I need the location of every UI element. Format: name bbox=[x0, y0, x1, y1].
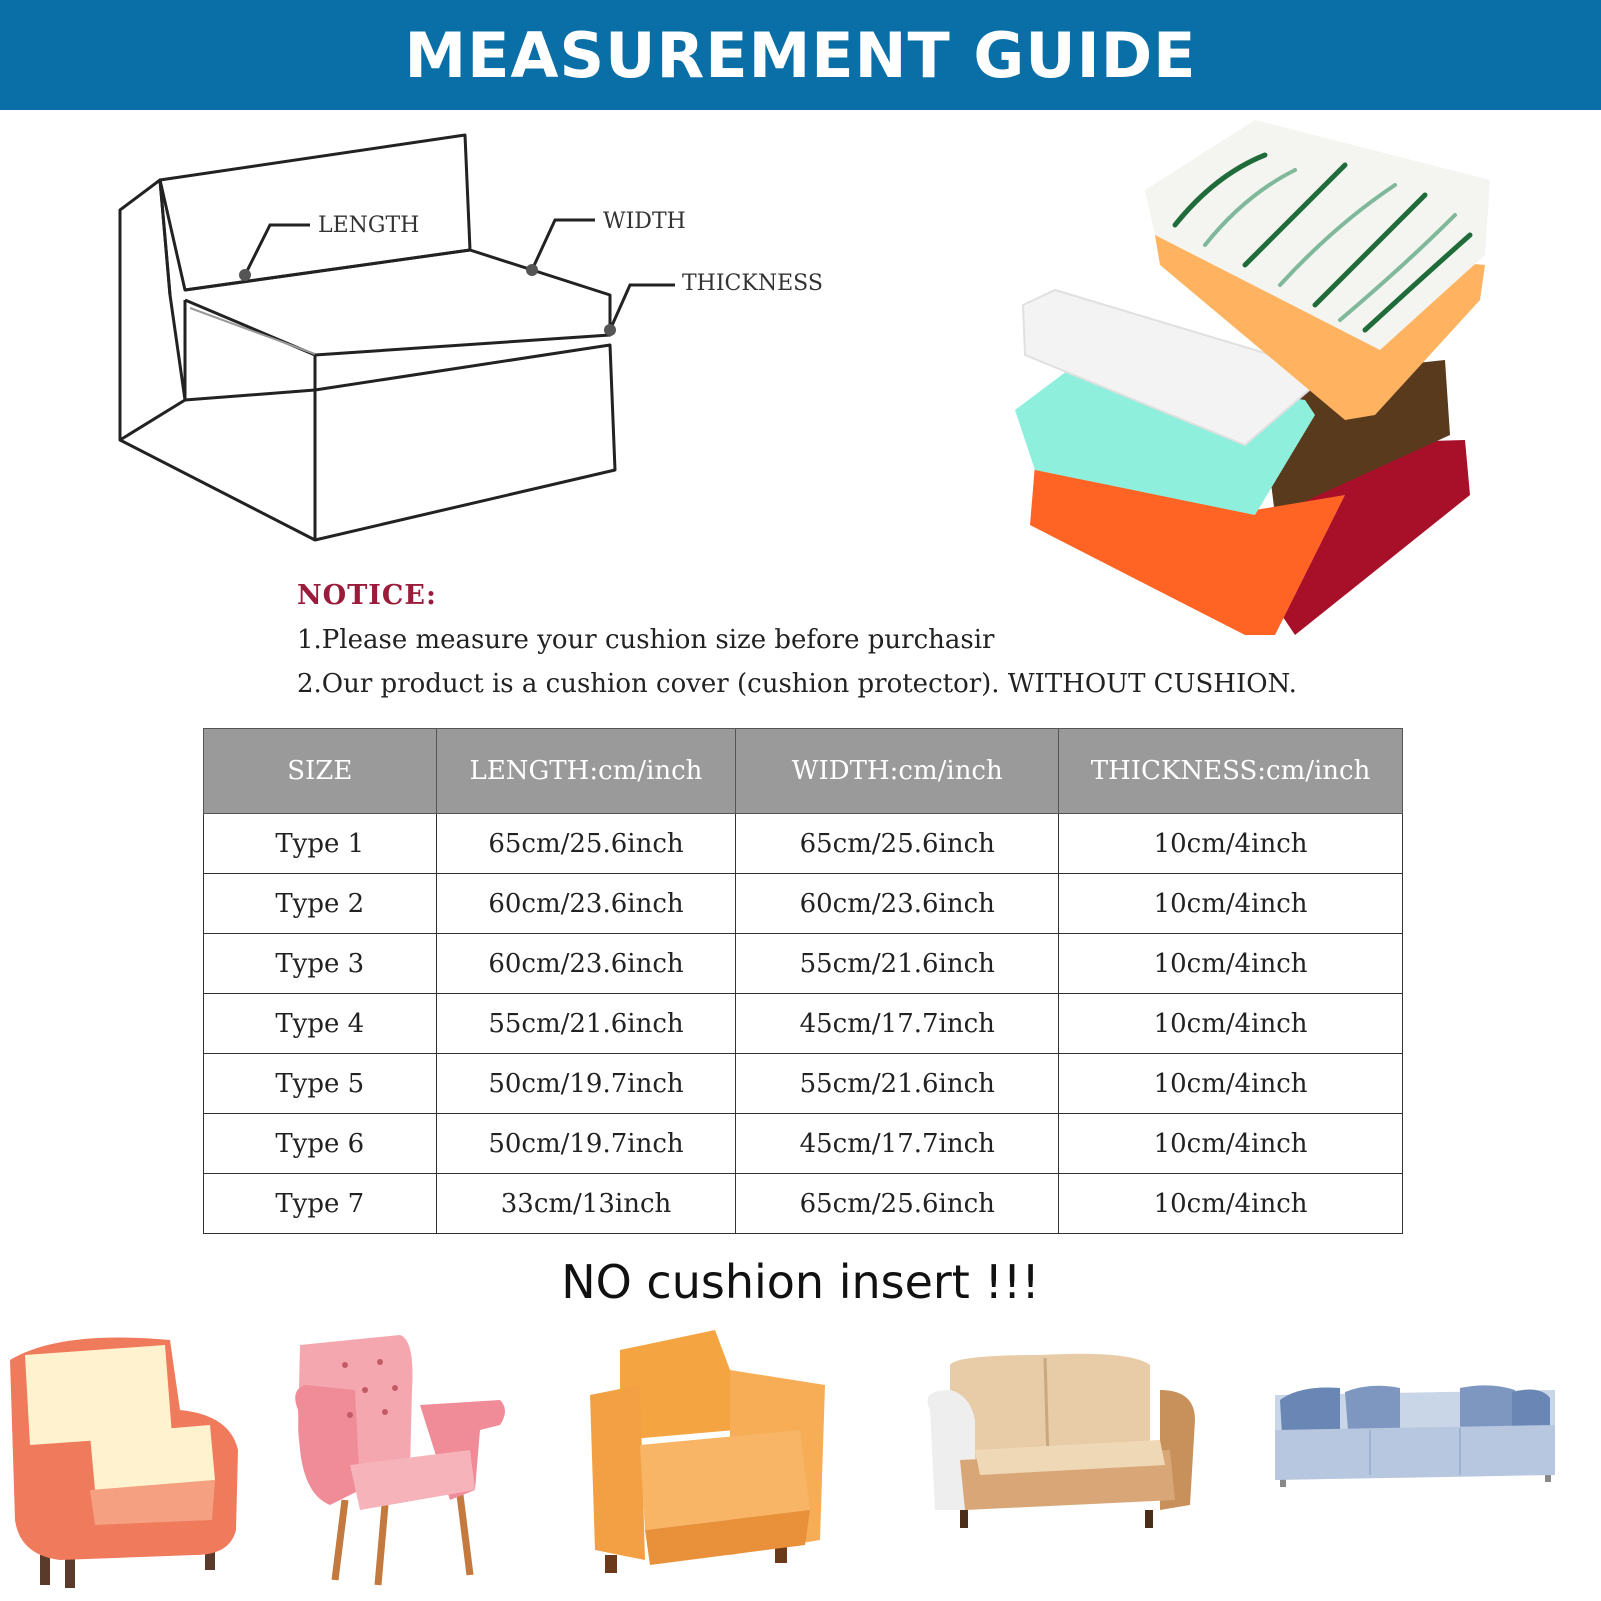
table-row bbox=[204, 1174, 1403, 1234]
cell-length: 33cm/13inch bbox=[436, 1174, 736, 1234]
cell-length: 50cm/19.7inch bbox=[436, 1114, 736, 1174]
blue-sofa-image bbox=[1275, 1385, 1555, 1487]
cell-width: 45cm/17.7inch bbox=[736, 1114, 1059, 1174]
pink-armchair-image bbox=[295, 1335, 505, 1585]
orange-armchair-image bbox=[590, 1330, 825, 1573]
header-thickness: THICKNESS:cm/inch bbox=[1059, 729, 1403, 814]
cell-thickness: 10cm/4inch bbox=[1059, 994, 1403, 1054]
width-label: WIDTH bbox=[603, 209, 686, 234]
tan-loveseat-image bbox=[928, 1354, 1196, 1528]
cell-size: Type 4 bbox=[204, 994, 437, 1054]
cell-size: Type 5 bbox=[204, 1054, 437, 1114]
cell-length: 60cm/23.6inch bbox=[436, 934, 736, 994]
table-row bbox=[204, 1114, 1403, 1174]
cell-thickness: 10cm/4inch bbox=[1059, 934, 1403, 994]
table-header-row bbox=[204, 729, 1403, 814]
header-width: WIDTH:cm/inch bbox=[736, 729, 1059, 814]
cell-length: 55cm/21.6inch bbox=[436, 994, 736, 1054]
header-length: LENGTH:cm/inch bbox=[436, 729, 736, 814]
measurement-diagram bbox=[110, 130, 870, 560]
no-insert-tagline: NO cushion insert !!! bbox=[561, 1255, 1040, 1309]
thickness-label: THICKNESS bbox=[682, 271, 823, 296]
cell-width: 45cm/17.7inch bbox=[736, 994, 1059, 1054]
furniture-examples bbox=[0, 1330, 1601, 1590]
cell-length: 50cm/19.7inch bbox=[436, 1054, 736, 1114]
coral-armchair-image bbox=[10, 1338, 238, 1589]
cushion-stack-image bbox=[1015, 115, 1520, 655]
page-title: MEASUREMENT GUIDE bbox=[404, 18, 1197, 92]
notice-line-2: 2.Our product is a cushion cover (cushion protector). WITHOUT CUSHION. bbox=[297, 669, 1297, 699]
cell-length: 60cm/23.6inch bbox=[436, 874, 736, 934]
table-row bbox=[204, 994, 1403, 1054]
table-row bbox=[204, 1054, 1403, 1114]
cell-size: Type 1 bbox=[204, 814, 437, 874]
cell-thickness: 10cm/4inch bbox=[1059, 814, 1403, 874]
notice-section bbox=[297, 580, 1397, 713]
notice-title: NOTICE: bbox=[297, 580, 437, 611]
cell-width: 60cm/23.6inch bbox=[736, 874, 1059, 934]
cell-width: 65cm/25.6inch bbox=[736, 814, 1059, 874]
cell-thickness: 10cm/4inch bbox=[1059, 874, 1403, 934]
cell-length: 65cm/25.6inch bbox=[436, 814, 736, 874]
size-table bbox=[203, 728, 1403, 1234]
cell-size: Type 6 bbox=[204, 1114, 437, 1174]
cell-size: Type 7 bbox=[204, 1174, 437, 1234]
cell-size: Type 2 bbox=[204, 874, 437, 934]
cell-size: Type 3 bbox=[204, 934, 437, 994]
cell-thickness: 10cm/4inch bbox=[1059, 1054, 1403, 1114]
cell-thickness: 10cm/4inch bbox=[1059, 1174, 1403, 1234]
notice-line-1: 1.Please measure your cushion size before purchasir bbox=[297, 625, 995, 655]
table-row bbox=[204, 874, 1403, 934]
header-banner bbox=[0, 0, 1601, 110]
table-row bbox=[204, 934, 1403, 994]
header-size: SIZE bbox=[204, 729, 437, 814]
cell-thickness: 10cm/4inch bbox=[1059, 1114, 1403, 1174]
cell-width: 55cm/21.6inch bbox=[736, 1054, 1059, 1114]
cell-width: 55cm/21.6inch bbox=[736, 934, 1059, 994]
length-label: LENGTH bbox=[318, 213, 420, 238]
table-row bbox=[204, 814, 1403, 874]
cell-width: 65cm/25.6inch bbox=[736, 1174, 1059, 1234]
